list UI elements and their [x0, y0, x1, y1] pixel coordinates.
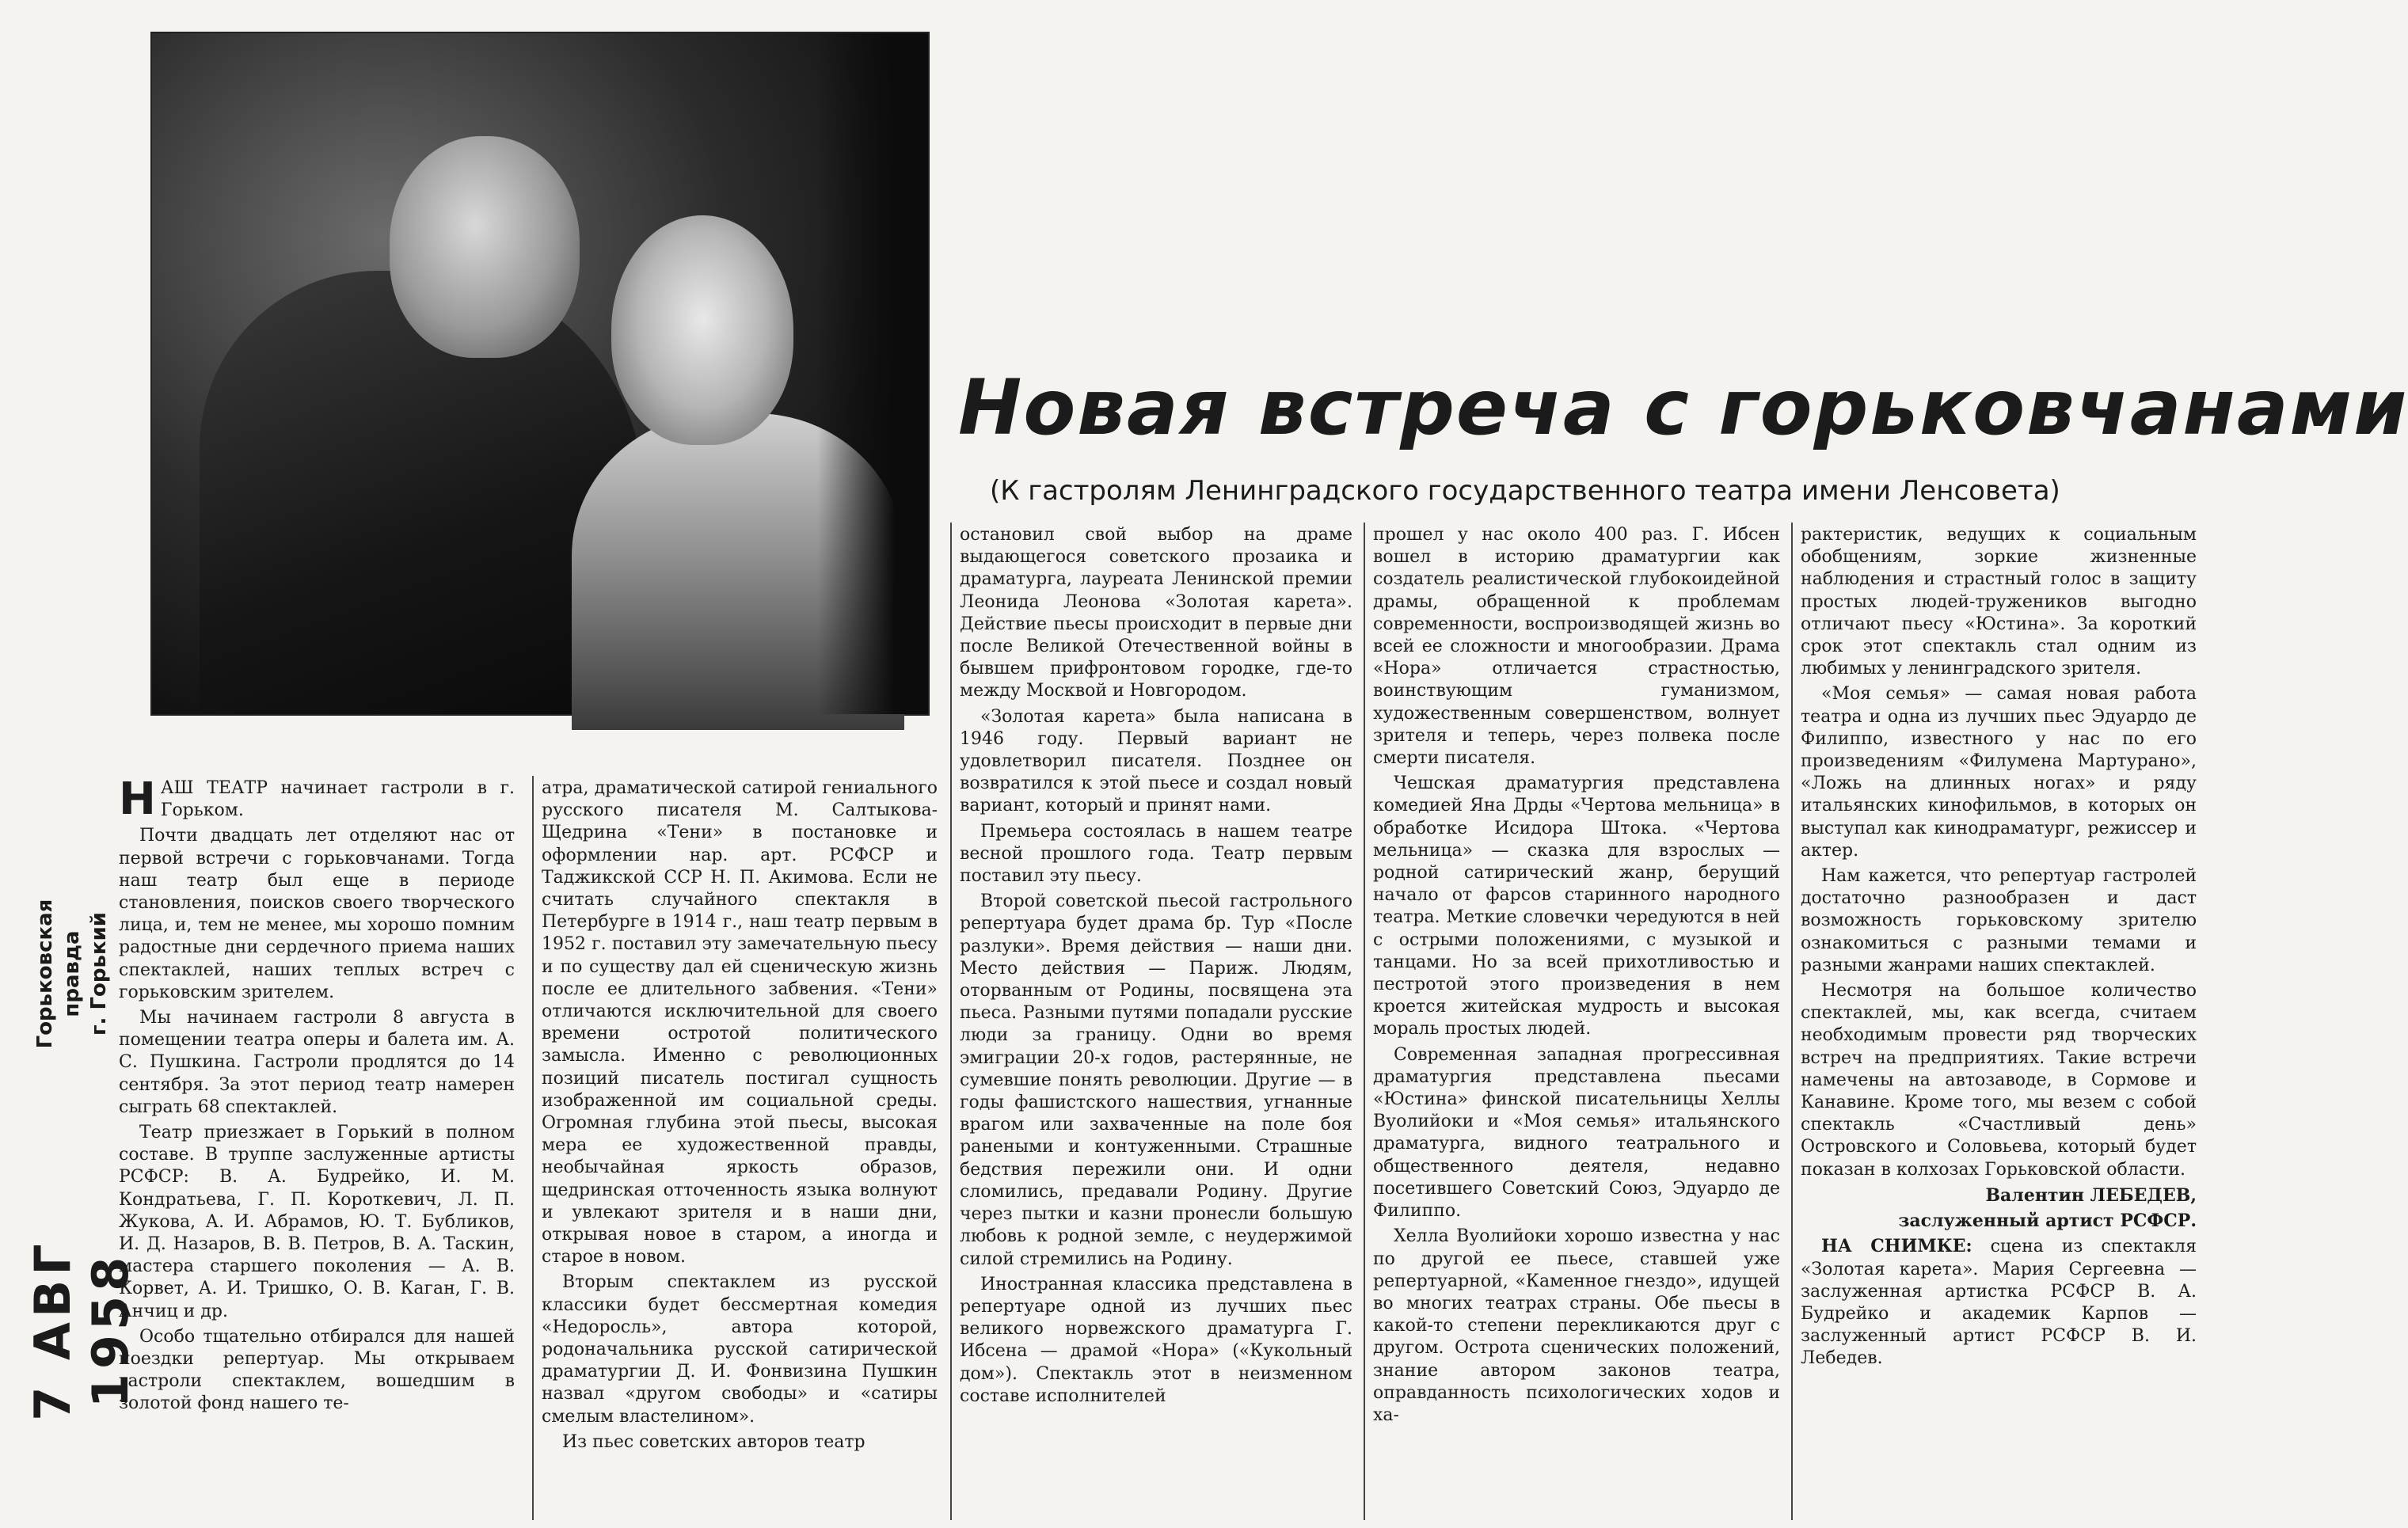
paragraph: «Золотая карета» была написана в 1946 году. Первый вариант не удовлетворил писателя. Позднее он возвратился к этой пьесе и создал новый вариант, который и принят нами. [960, 706, 1352, 816]
article-column-3 [960, 524, 1352, 1411]
paragraph: прошел у нас около 400 раз. Г. Ибсен вошел в историю драматургии как создатель реалистической глубокоидейной драмы, обращенной к проблемам современности, воспроизводящей жизнь во всей ее сложности и многообразии. Драма «Нора» отличается страстностью, воинствующим гуманизмом, художественным совершенством, волнует зрителя и теперь, через полвека после смерти писателя. [1373, 525, 1780, 769]
paragraph: рактеристик, ведущих к социальным обобщениям, зоркие жизненные наблюдения и страстный голос в защиту простых людей-тружеников выгодно отличают пьесу «Юстина». За короткий срок этот спектакль стал одним из любимых у ленинградского зрителя. [1801, 525, 2197, 679]
lead-paragraph: НАШ ТЕАТР начинает гастроли в г. Горьком. [119, 774, 515, 825]
article-column-4 [1373, 524, 1780, 1430]
paragraph: Вторым спектаклем из русской классики будет бессмертная комедия «Недоросль», автора которой, родоначальника русской сатирической драматургии Д. И. Фонвизина Пушкин назвал «другом свободы» и «сатиры смелым властелином». [542, 1272, 938, 1427]
column-rule [1364, 523, 1365, 1520]
date-stamp-text: 7 АВГ 1958 [24, 1239, 139, 1421]
column-rule [950, 523, 952, 1520]
author-name: Валентин ЛЕБЕДЕВ, [1985, 1184, 2197, 1206]
photo-figure-man-head [390, 136, 580, 358]
paragraph: Чешская драматургия представлена комедией Яна Дрды «Чертова мельница» в обработке Исидора Штока. «Чертова мельница» — сказка для взрослых — родной сатирический жанр, берущий начало от фарсов старинного народного театра. Меткие словечки чередуются в ней с острыми положениями, с музыкой и танцами. Но за всей прихотливостью и пестротой этого произведения в нем кроется житейская мудрость и высокая мораль простых людей. [1373, 774, 1780, 1040]
paragraph: Особо тщательно отбирался для нашей поездки репертуар. Мы открываем гастроли спектаклем, вошедшим в золотой фонд нашего те- [119, 1326, 515, 1414]
paragraph: Премьера состоялась в нашем театре весной прошлого года. Театр первым поставил эту пьесу. [960, 821, 1352, 887]
paragraph: Почти двадцать лет отделяют нас от первой встречи с горьковчанами. Тогда наш театр был еще в периоде становления, поисков своего творческого лица, и, тем не менее, мы хорошо помним радостные дни сердечного приема наших спектаклей, наших теплых встреч с горьковским зрителем. [119, 826, 515, 1002]
caption-label: НА СНИМКЕ: [1821, 1236, 1972, 1257]
author-title: заслуженный артист РСФСР. [1898, 1211, 2197, 1232]
paragraph: атра, драматической сатирой гениального русского писателя М. Салтыкова-Щедрина «Тени» в постановке и оформлении нар. арт. РСФСР и Таджикской ССР Н. П. Акимова. Если не считать случайного спектакля в Петербурге в 1914 г., наш театр первым в 1952 г. поставил эту замечательную пьесу и по существу дал ей сценическую жизнь после ее длительного забвения. «Тени» отличаются исключительной для своего времени остротой политического замысла. Именно с революционных позиций писатель постигал сущность изображенной им социальной среды. Огромная глубина этой пьесы, высокая мера ее художественной правды, необычайная яркость образов, щедринская отточенность языка волнуют и увлекают зрителя и в наши дни, открывая новое в старом, а иногда и старое в новом. [542, 778, 938, 1268]
article-column-2 [542, 777, 938, 1457]
paragraph: «Моя семья» — самая новая работа театра и одна из лучших пьес Эдуардо де Филиппо, известного у нас по его произведениям «Филумена Мартурано», «Ложь на длинных ногах» и ряду итальянских кинофильмов, в которых он выступал как кинодраматург, режиссер и актер. [1801, 684, 2197, 861]
paragraph: Современная западная прогрессивная драматургия представлена пьесами «Юстина» финской писательницы Хеллы Вуолийоки и «Моя семья» итальянского драматурга, видного театрального и общественного деятеля, недавно посетившего Советский Союз, Эдуардо де Филиппо. [1373, 1044, 1780, 1222]
article-column-5 [1801, 524, 2197, 1374]
photo-caption [1801, 1235, 2197, 1370]
masthead-city: г. Горький [87, 911, 111, 1036]
paragraph: Театр приезжает в Горький в полном составе. В труппе заслуженные артисты РСФСР: В. А. Будрейко, И. М. Кондратьева, Г. П. Короткевич, Л. П. Жукова, А. И. Абрамов, Ю. Т. Бубликов, И. Д. Назаров, В. В. Петров, В. А. Таскин, мастера старшего поколения — А. В. Корвет, А. И. Тришко, О. В. Каган, Г. В. Анчиц и др. [119, 1123, 515, 1321]
drop-cap: Н [119, 774, 156, 825]
paragraph: Нам кажется, что репертуар гастролей достаточно разнообразен и даст возможность горьковскому зрителю ознакомиться с разными темами и разными жанрами наших спектаклей. [1801, 866, 2197, 975]
column-rule [1791, 523, 1793, 1520]
photo-shadow [817, 33, 928, 714]
headline: Новая встреча с горьковчанами [958, 363, 2408, 452]
article-photo [150, 32, 930, 716]
paragraph: Иностранная классика представлена в репертуаре одной из лучших пьес великого норвежского драматурга Г. Ибсена — драмой «Нора» («Кукольный дом»). Спектакль этот в неизменном составе исполнителей [960, 1274, 1352, 1406]
paragraph: остановил свой выбор на драме выдающегося советского прозаика и драматурга, лауреата Ленинской премии Леонида Леонова «Золотая карета». Действие пьесы происходит в первые дни после Великой Отечественной войны в бывшем прифронтовом городке, где-то между Москвой и Новгородом. [960, 525, 1352, 701]
article-column-1 [119, 774, 515, 1419]
masthead-newspaper: Горьковская правда [33, 899, 84, 1049]
paragraph: Хелла Вуолийоки хорошо известна у нас по другой ее пьесе, ставшей уже репертуарной, «Каменное гнездо», идущей во многих театрах страны. Обе пьесы в какой-то степени перекликаются друг с другом. Острота сценических положений, знание автором законов театра, оправданность психологических ходов и ха- [1373, 1226, 1780, 1425]
paragraph: Второй советской пьесой гастрольного репертуара будет драма бр. Тур «После разлуки». Время действия — наши дни. Место действия — Париж. Людям, оторванным от Родины, посвящена эта пьеса. Разными путями попадали русские люди за границу. Одни во время эмиграции 20-х годов, растерянные, не сумевшие понять революции. Другие — в годы фашистского нашествия, угнанные врагом или захваченные на поле боя ранеными и контуженными. Страшные бедствия пережили они. И одни сломились, предавали Родину. Другие через пытки и казни пронесли большую любовь к родной земле, с неудержимой силой стремились на Родину. [960, 891, 1352, 1269]
column-rule [532, 776, 534, 1520]
subheadline: (К гастролям Ленинградского государственного театра имени Ленсовета) [990, 475, 2060, 507]
caption-text: сцена из спектакля «Золотая карета». Мария Сергеевна — заслуженная артистка РСФСР В. А. Будрейко и академик Карпов — заслуженный артист РСФСР В. И. Лебедев. [1801, 1237, 2197, 1369]
photo-figure-woman-head [611, 215, 793, 445]
paragraph: Мы начинаем гастроли 8 августа в помещении театра оперы и балета им. А. С. Пушкина. Гастроли продлятся до 14 сентября. За этот период театр намерен сыграть 68 спектаклей. [119, 1008, 515, 1117]
date-stamp [24, 1156, 139, 1504]
paragraph: Несмотря на большое количество спектаклей, мы, как всегда, считаем необходимым провести ряд творческих встреч на предприятиях. Такие встречи намечены на автозаводе, в Сормове и Канавине. Кроме того, мы везем с собой спектакль «Счастливый день» Островского и Соловьева, который будет показан в колхозах Горьковской области. [1801, 981, 2197, 1180]
masthead-stamp [32, 871, 111, 1077]
paragraph: Из пьес советских авторов театр [562, 1431, 865, 1452]
